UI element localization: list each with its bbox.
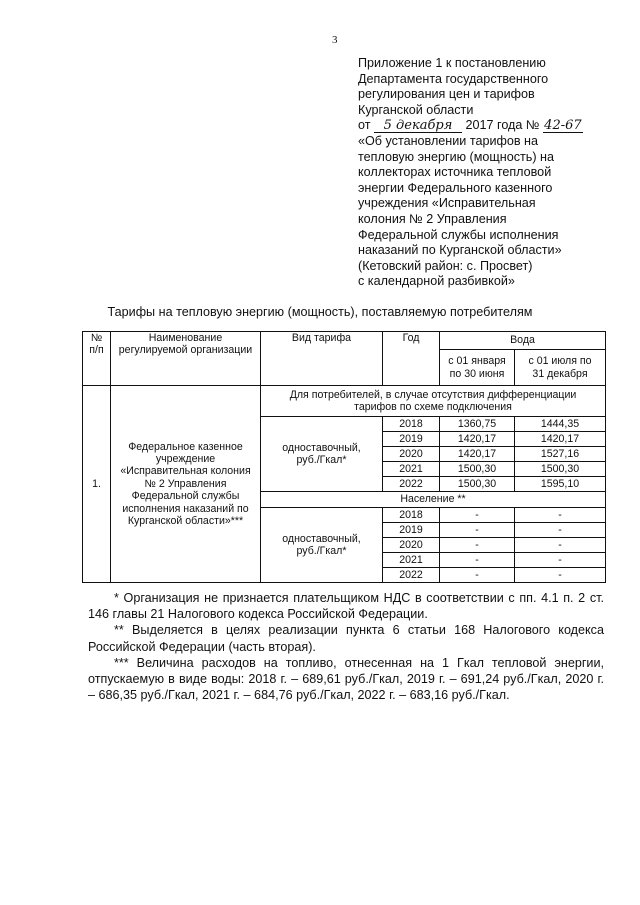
footnote-population: ** Выделяется в целях реализации пункта 6 статьи 168 Налогового кодекса Российской Федерации (часть вторая).: [88, 623, 604, 654]
year-cell: 2022: [383, 568, 440, 583]
year-cell: 2019: [383, 432, 440, 447]
appendix-date-line: [358, 118, 608, 134]
value-cell: -: [515, 568, 606, 583]
table-header-row: [83, 332, 606, 350]
footnote-vat: * Организация не признается плательщиком НДС в соответствии с пп. 4.1 п. 2 ст. 146 главы 21 Налогового кодекса Российской Федерации.: [88, 591, 604, 622]
tariff-type-cell: одноставочный, руб./Гкал*: [261, 417, 383, 492]
header-period-1: с 01 января по 30 июня: [440, 350, 515, 386]
value-cell: -: [515, 538, 606, 553]
header-org: Наименование регулируемой организации: [111, 332, 261, 386]
appendix-subject-line: «Об установлении тарифов на: [358, 133, 539, 148]
year-cell: 2019: [383, 523, 440, 538]
value-cell: 1527,16: [515, 447, 606, 462]
year-cell: 2020: [383, 538, 440, 553]
year-cell: 2020: [383, 447, 440, 462]
header-tariff-type: Вид тарифа: [261, 332, 383, 386]
appendix-subject-line: Федеральной службы исполнения: [358, 227, 559, 242]
year-cell: 2021: [383, 553, 440, 568]
value-cell: -: [440, 553, 515, 568]
year-cell: 2018: [383, 508, 440, 523]
appendix-line: Курганской области: [358, 102, 474, 117]
table-row: [83, 386, 606, 417]
value-cell: 1420,17: [440, 447, 515, 462]
value-cell: 1420,17: [515, 432, 606, 447]
date-middle: 2017 года №: [465, 118, 540, 133]
value-cell: 1420,17: [440, 432, 515, 447]
year-cell: 2022: [383, 477, 440, 492]
handwritten-number: 42-67: [544, 118, 582, 134]
appendix-line: регулирования цен и тарифов: [358, 87, 535, 102]
value-cell: 1500,30: [440, 477, 515, 492]
value-cell: 1500,30: [440, 462, 515, 477]
year-cell: 2021: [383, 462, 440, 477]
value-cell: 1595,10: [515, 477, 606, 492]
header-num: № п/п: [83, 332, 111, 386]
organization-name: Федеральное казенное учреждение «Исправительная колония № 2 Управления Федеральной службы исполнения наказаний по Курганской области»***: [111, 386, 261, 583]
row-number: 1.: [83, 386, 111, 583]
footnote-fuel-costs: *** Величина расходов на топливо, отнесенная на 1 Гкал тепловой энергии, отпускаемую в виде воды: 2018 г. – 689,61 руб./Гкал, 2019 г. – 691,24 руб./Гкал, 2020 г. – 686,35 руб./Гкал, 2021 г. – 684,76 руб./Гкал, 2022 г. – 683,16 руб./Гкал.: [88, 655, 604, 703]
appendix-header: [358, 56, 608, 290]
value-cell: -: [440, 523, 515, 538]
appendix-subject-line: колония № 2 Управления: [358, 211, 507, 226]
value-cell: -: [515, 553, 606, 568]
footnotes: [88, 590, 604, 703]
appendix-subject-line: (Кетовский район: с. Просвет): [358, 258, 533, 273]
appendix-subject-line: коллекторах источника тепловой: [358, 165, 552, 180]
appendix-subject-line: учреждения «Исправительная: [358, 196, 536, 211]
appendix-subject-line: энергии Федерального казенного: [358, 180, 553, 195]
tariff-table: [82, 331, 606, 583]
page-number: 3: [332, 34, 338, 46]
value-cell: -: [440, 508, 515, 523]
header-period-2: с 01 июля по 31 декабря: [515, 350, 606, 386]
value-cell: 1444,35: [515, 417, 606, 432]
header-water: Вода: [440, 332, 606, 350]
value-cell: 1500,30: [515, 462, 606, 477]
year-cell: 2018: [383, 417, 440, 432]
tariff-type-cell: одноставочный, руб./Гкал*: [261, 508, 383, 583]
value-cell: -: [515, 523, 606, 538]
header-year: Год: [383, 332, 440, 386]
appendix-subject-line: с календарной разбивкой»: [358, 274, 515, 289]
appendix-line: Приложение 1 к постановлению: [358, 56, 546, 70]
value-cell: -: [440, 568, 515, 583]
date-prefix: от: [358, 118, 371, 133]
appendix-line: Департамента государственного: [358, 71, 549, 86]
table-title: Тарифы на тепловую энергию (мощность), поставляемую потребителям: [107, 305, 533, 319]
appendix-subject-line: тепловую энергию (мощность) на: [358, 149, 555, 164]
appendix-subject-line: наказаний по Курганской области»: [358, 243, 562, 258]
handwritten-date: 5 декабря: [374, 119, 462, 133]
group-label-population: Население **: [261, 492, 606, 508]
value-cell: -: [440, 538, 515, 553]
value-cell: -: [515, 508, 606, 523]
group-label-consumers: Для потребителей, в случае отсутствия дифференциации тарифов по схеме подключения: [261, 386, 606, 417]
value-cell: 1360,75: [440, 417, 515, 432]
